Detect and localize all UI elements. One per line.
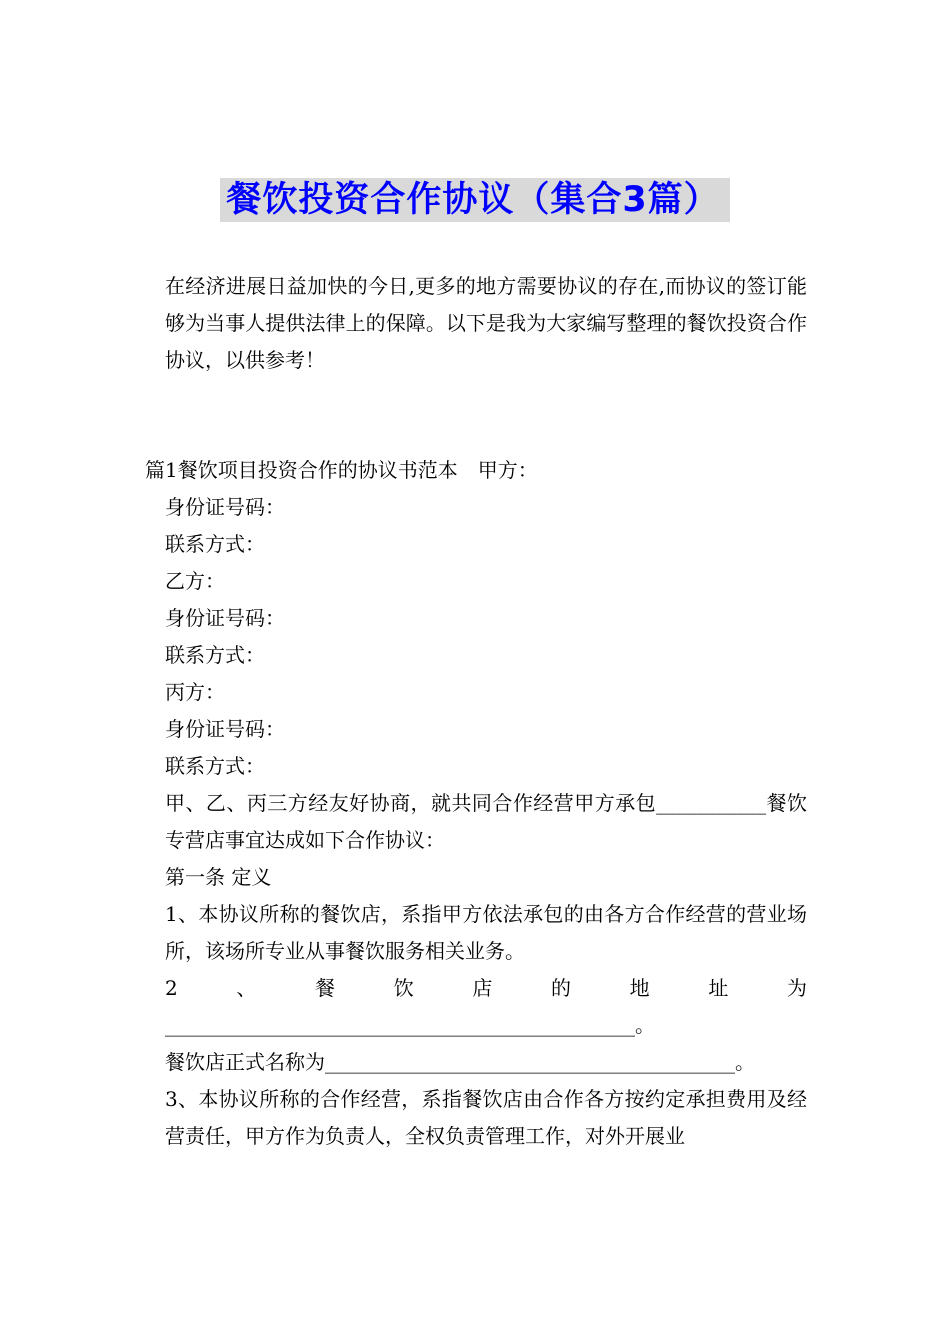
intro-paragraph: 在经济进展日益加快的今日,更多的地方需要协议的存在,而协议的签订能够为当事人提供法律上的保障。以下是我为大家编写整理的餐饮投资合作协议，以供参考！ xyxy=(165,274,807,372)
party-c-id-line: 身份证号码： xyxy=(165,717,285,741)
clause-2: 2、餐饮店的地址为_______________________________________________。 xyxy=(165,976,807,1037)
clause-3: 3、本协议所称的合作经营，系指餐饮店由合作各方按约定承担费用及经营责任，甲方作为负责人，全权负责管理工作，对外开展业 xyxy=(165,1087,807,1148)
party-a-id-line: 身份证号码： xyxy=(165,495,285,519)
article-1-title: 第一条 定义 xyxy=(165,865,272,889)
party-c-line: 丙方： xyxy=(165,680,225,704)
document-title: 餐饮投资合作协议（集合3篇） xyxy=(220,178,729,222)
party-b-contact-line: 联系方式： xyxy=(165,643,265,667)
store-name-line: 餐饮店正式名称为_________________________________________。 xyxy=(165,1050,755,1074)
agreement-intro-paragraph: 甲、乙、丙三方经友好协商，就共同合作经营甲方承包___________餐饮专营店事宜达成如下合作协议： xyxy=(165,791,807,852)
clause-1: 1、本协议所称的餐饮店，系指甲方依法承包的由各方合作经营的营业场所，该场所专业从事餐饮服务相关业务。 xyxy=(165,902,807,963)
party-b-line: 乙方： xyxy=(165,569,225,593)
party-a-contact-line: 联系方式： xyxy=(165,532,265,556)
agreement-section xyxy=(145,452,807,1155)
intro-section xyxy=(145,268,807,379)
section-heading: 篇1餐饮项目投资合作的协议书范本 甲方： xyxy=(145,458,538,482)
party-c-contact-line: 联系方式： xyxy=(165,754,265,778)
party-b-id-line: 身份证号码： xyxy=(165,606,285,630)
